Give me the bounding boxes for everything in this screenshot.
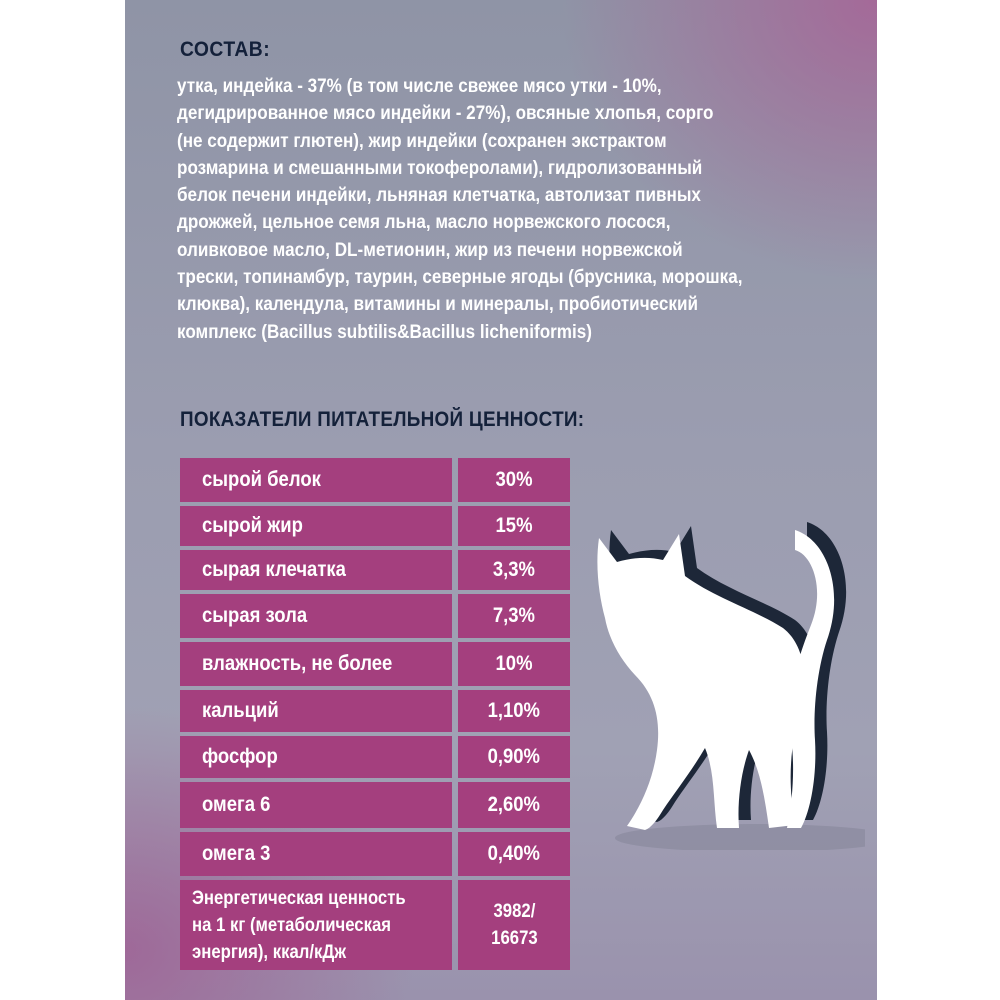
product-info-card [125,0,877,1000]
cat-body [597,530,834,830]
nutrient-name: омега 3 [180,832,452,876]
nutrient-value: 7,3% [458,594,570,638]
nutrient-value: 30% [458,458,570,502]
nutrient-name: фосфор [180,736,452,778]
table-row-energy [180,880,572,970]
energy-value: 3982/ 16673 [458,880,570,970]
nutrient-name: кальций [180,690,452,732]
nutrient-name: сырая зола [180,594,452,638]
nutrient-value: 0,40% [458,832,570,876]
table-row [180,506,572,546]
table-row [180,458,572,502]
nutrient-value: 15% [458,506,570,546]
energy-label: Энергетическая ценность на 1 кг (метаболическая энергия), ккал/кДж [180,880,452,970]
table-row [180,782,572,828]
nutrient-name: влажность, не более [180,642,452,686]
table-row [180,642,572,686]
composition-text: утка, индейка - 37% (в том числе свежее мясо утки - 10%, дегидрированное мясо индейки - 27%), овсяные хлопья, сорго (не содержит глютен), жир индейки (сохранен экстрактом розмарина и смешанными токоферолами), гидролизованный белок печени индейки, льняная клетчатка, автолизат пивных дрожжей, цельное семя льна, масло норвежского лосося, оливковое масло, DL-метионин, жир из печени норвежской трески, топинамбур, таурин, северные ягоды (брусника, морошка, клюква), календула, витамины и минералы, пробиотический комплекс (Bacillus subtilis&Bacillus licheniformis) [177,76,743,343]
nutrient-name: сырой белок [180,458,452,502]
nutrient-name: омега 6 [180,782,452,828]
floor-shadow [615,824,865,850]
table-row [180,594,572,638]
nutrition-heading: ПОКАЗАТЕЛИ ПИТАТЕЛЬНОЙ ЦЕННОСТИ: [180,408,585,431]
nutrient-value: 1,10% [458,690,570,732]
table-row [180,550,572,590]
nutrition-table [180,458,572,974]
table-row [180,832,572,876]
nutrient-value: 3,3% [458,550,570,590]
nutrient-value: 10% [458,642,570,686]
nutrient-value: 0,90% [458,736,570,778]
nutrient-name: сырой жир [180,506,452,546]
nutrient-value: 2,60% [458,782,570,828]
nutrient-name: сырая клечатка [180,550,452,590]
cat-silhouette-icon [565,510,865,850]
composition-heading: СОСТАВ: [180,38,271,61]
table-row [180,736,572,778]
table-row [180,690,572,732]
